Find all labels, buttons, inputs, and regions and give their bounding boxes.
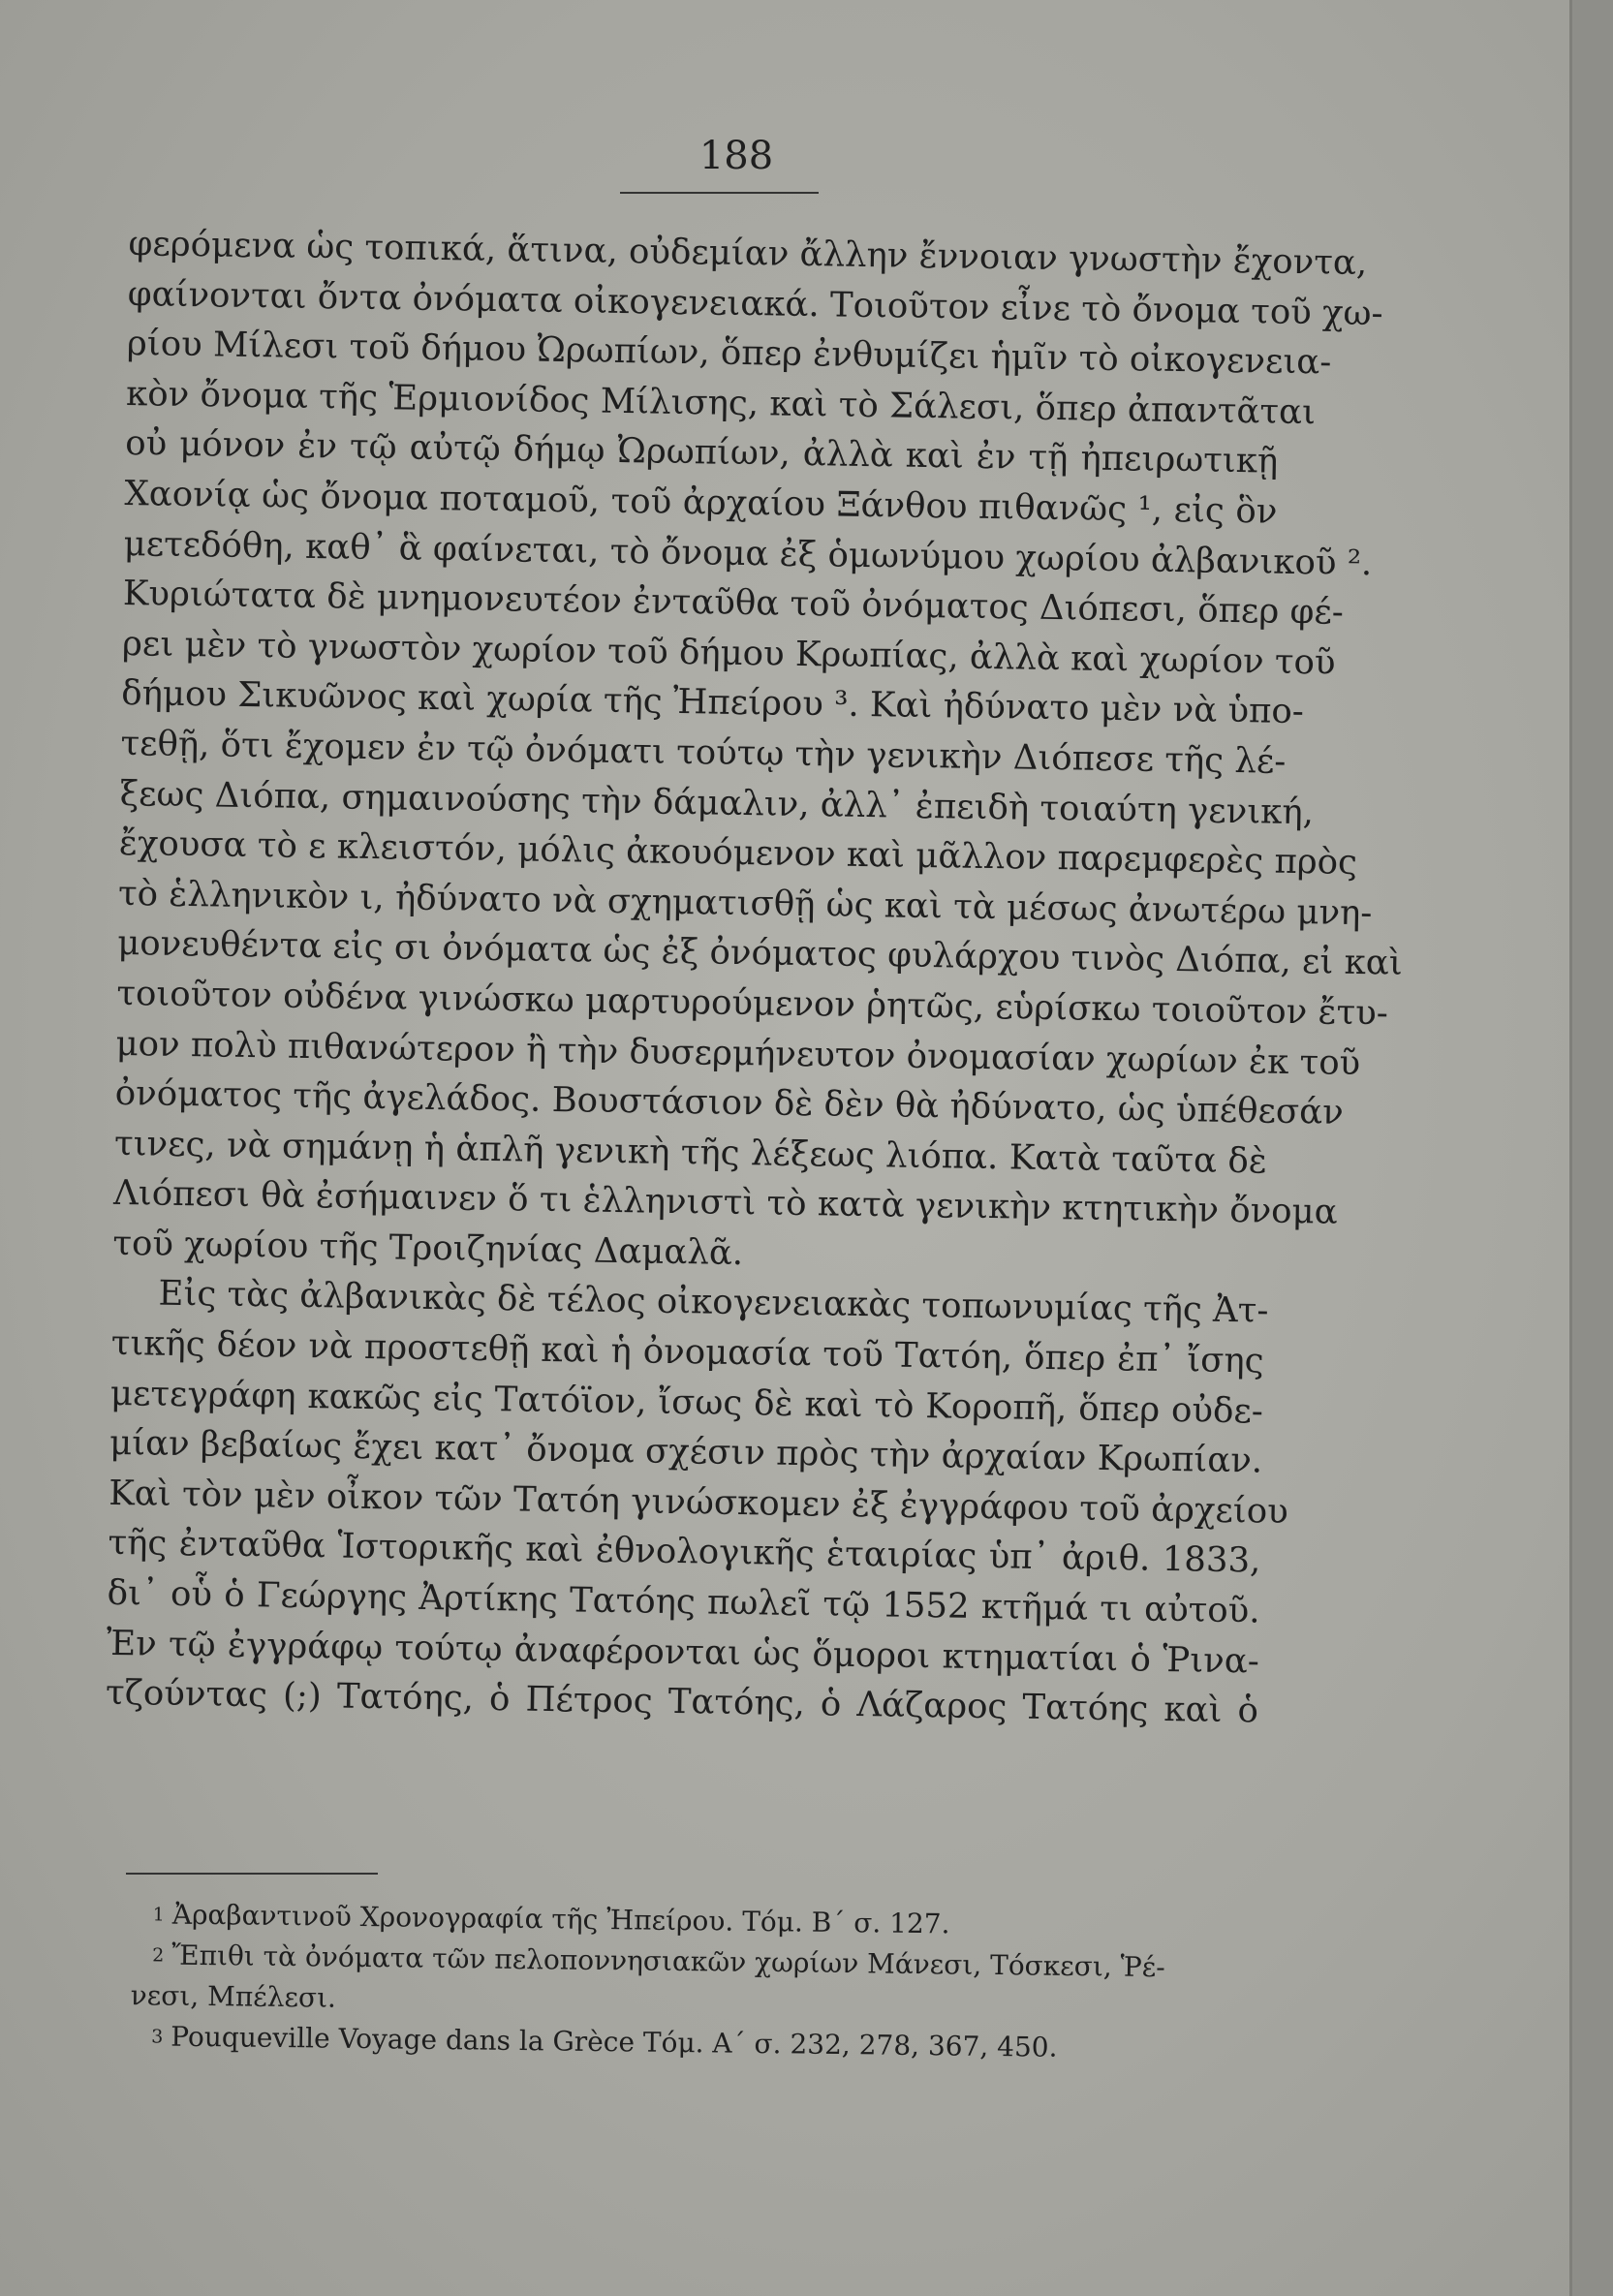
text-line: φαίνονται ὄντα ὀνόματα οἰκογενειακά. Τοιοῦτον εἶνε τὸ ὄνομα τοῦ χω- bbox=[127, 273, 1383, 333]
text-line: μον πολὺ πιθανώτερον ἢ τὴν δυσερμήνευτον ὀνομασίαν χωρίων ἐκ τοῦ bbox=[115, 1023, 1361, 1083]
text-line: τεθῇ, ὅτι ἔχομεν ἐν τῷ ὀνόματι τούτῳ τὴν γενικὴν Διόπεσε τῆς λέ- bbox=[120, 723, 1287, 782]
text-line: δι᾽ οὗ ὁ Γεώργης Ἀρτίκης Τατόης πωλεῖ τῷ 1552 κτῆμά τι αὐτοῦ. bbox=[107, 1572, 1260, 1631]
footnotes bbox=[122, 1894, 1287, 2071]
page-edge bbox=[1569, 0, 1613, 2296]
footnote-rule bbox=[126, 1873, 378, 1875]
text-line: τικῆς δέον νὰ προστεθῇ καὶ ἡ ὀνομασία τοῦ Τατόη, ὅπερ ἐπ᾽ ἴσης bbox=[110, 1322, 1264, 1381]
text-line: μετεδόθη, καθ᾽ ἃ φαίνεται, τὸ ὄνομα ἐξ ὁμωνύμου χωρίου ἀλβανικοῦ ². bbox=[123, 523, 1373, 583]
footnote-text: Ἔπιθι τὰ ὀνόματα τῶν πελοποννησιακῶν χωρίων Μάνεσι, Τόσκεσι, Ῥέ- bbox=[171, 1939, 1165, 1984]
text-line: μετεγράφη κακῶς εἰς Τατόϊον, ἴσως δὲ καὶ τὸ Κοροπῆ, ὅπερ οὐδε- bbox=[109, 1373, 1264, 1432]
text-line: ὀνόματος τῆς ἀγελάδος. Βουστάσιον δὲ δὲν θὰ ἠδύνατο, ὡς ὑπέθεσάν bbox=[114, 1072, 1345, 1132]
footnote-text: νεσι, Μπέλεσι. bbox=[130, 1979, 337, 2014]
text-line: Εἰς τὰς ἀλβανικὰς δὲ τέλος οἰκογενειακὰς τοπωνυμίας τῆς Ἀτ- bbox=[158, 1274, 1269, 1332]
text-line: τοιοῦτον οὐδένα γινώσκω μαρτυρούμενον ῥητῶς, εὑρίσκω τοιοῦτον ἔτυ- bbox=[116, 973, 1389, 1034]
footnote-number: 3 bbox=[151, 2026, 164, 2048]
body-text bbox=[105, 219, 1404, 1736]
header-rule bbox=[620, 192, 819, 194]
text-line: ρίου Μίλεσι τοῦ δήμου Ὠρωπίων, ὅπερ ἐνθυμίζει ἡμῖν τὸ οἰκογενεια- bbox=[126, 324, 1332, 383]
footnote-text: Pouqueville Voyage dans la Grèce Τόμ. Α΄ σ. 232, 278, 367, 450. bbox=[171, 2020, 1058, 2063]
text-line: ρει μὲν τὸ γνωστὸν χωρίον τοῦ δήμου Κρωπίας, ἀλλὰ καὶ χωρίον τοῦ bbox=[121, 623, 1336, 683]
text-line: κὸν ὄνομα τῆς Ἑρμιονίδος Μίλισης, καὶ τὸ Σάλεσι, ὅπερ ἀπαντᾶται bbox=[125, 373, 1317, 433]
text-line: φερόμενα ὡς τοπικά, ἅτινα, οὐδεμίαν ἄλλην ἔννοιαν γνωστὴν ἔχοντα, bbox=[128, 223, 1368, 284]
text-line: τζούντας (;) Τατόης, ὁ Πέτρος Τατόης, ὁ Λάζαρος Τατόης καὶ ὁ bbox=[105, 1673, 1259, 1731]
text-line: Χαονίᾳ ὡς ὄνομα ποταμοῦ, τοῦ ἀρχαίου Ξάνθου πιθανῶς ¹, εἰς ὃν bbox=[124, 473, 1278, 532]
footnote-number: 1 bbox=[152, 1904, 165, 1926]
text-line: μίαν βεβαίως ἔχει κατ᾽ ὄνομα σχέσιν πρὸς τὴν ἀρχαίαν Κρωπίαν. bbox=[109, 1423, 1263, 1481]
text-line: Κυριώτατα δὲ μνημονευτέον ἐνταῦθα τοῦ ὀνόματος Διόπεσι, ὅπερ φέ- bbox=[122, 574, 1345, 633]
text-line: ἔχουσα τὸ ε κλειστόν, μόλις ἀκουόμενον καὶ μᾶλλον παρεμφερὲς πρὸς bbox=[118, 823, 1358, 884]
text-line: τοῦ χωρίου τῆς Τροιζηνίας Δαμαλᾶ. bbox=[112, 1223, 744, 1273]
text-line: μονευθέντα εἰς σι ὀνόματα ὡς ἐξ ὀνόματος φυλάρχου τινὸς Διόπα, εἰ καὶ bbox=[116, 923, 1404, 984]
text-line: Ἐν τῷ ἐγγράφῳ τούτῳ ἀναφέρονται ὡς ὅμοροι κτηματίαι ὁ Ῥινα- bbox=[106, 1623, 1260, 1682]
page-number: 188 bbox=[698, 134, 774, 178]
footnote-text: Ἀραβαντινοῦ Χρονογραφία τῆς Ἠπείρου. Τόμ. Β΄ σ. 127. bbox=[171, 1898, 950, 1940]
footnote-number: 2 bbox=[152, 1944, 165, 1967]
text-line: δήμου Σικυῶνος καὶ χωρία τῆς Ἠπείρου ³. Καὶ ἠδύνατο μὲν νὰ ὑπο- bbox=[120, 673, 1305, 732]
text-line: ξεως Διόπα, σημαινούσης τὴν δάμαλιν, ἀλλ᾽ ἐπειδὴ τοιαύτη γενική, bbox=[119, 773, 1315, 832]
text-line: τῆς ἐνταῦθα Ἱστορικῆς καὶ ἐθνολογικῆς ἑταιρίας ὑπ᾽ ἀριθ. 1833, bbox=[108, 1523, 1261, 1581]
text-line: Λιόπεσι θὰ ἐσήμαινεν ὅ τι ἑλληνιστὶ τὸ κατὰ γενικὴν κτητικὴν ὄνομα bbox=[112, 1173, 1338, 1233]
text-line: Καὶ τὸν μὲν οἶκον τῶν Τατόη γινώσκομεν ἐξ ἐγγράφου τοῦ ἀρχείου bbox=[109, 1473, 1289, 1532]
text-line: οὐ μόνον ἐν τῷ αὐτῷ δήμῳ Ὠρωπίων, ἀλλὰ καὶ ἐν τῇ ἠπειρωτικῇ bbox=[125, 423, 1279, 482]
text-line: τὸ ἑλληνικὸν ι, ἠδύνατο νὰ σχηματισθῇ ὡς καὶ τὰ μέσως ἀνωτέρω μνη- bbox=[117, 873, 1373, 933]
text-line: τινες, νὰ σημάνῃ ἡ ἁπλῆ γενικὴ τῆς λέξεως λιόπα. Κατὰ ταῦτα δὲ bbox=[113, 1123, 1268, 1182]
